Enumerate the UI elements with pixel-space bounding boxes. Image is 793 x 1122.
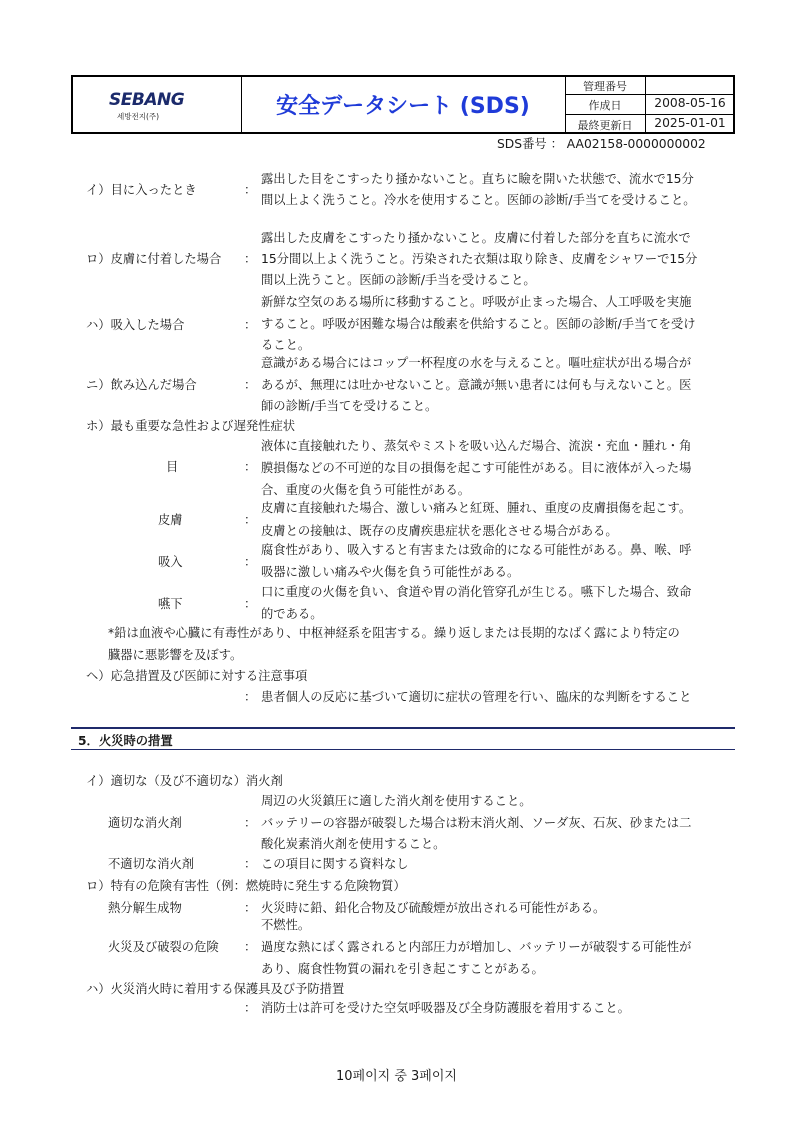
specific-hazards-heading: ロ）特有の危険有害性（例：燃焼時に発生する危険物質）	[86, 879, 406, 893]
created-date-value: 2008-05-16	[654, 96, 726, 110]
symptom-ingestion-text-1: 口に重度の火傷を負い、食道や胃の消化管穿孔が生じる。嚥下した場合、致命	[261, 585, 692, 599]
doctor-notes-label: ヘ）応急措置及び医師に対する注意事項	[86, 669, 308, 683]
ingestion-label: ニ）飲み込んだ場合	[86, 378, 197, 392]
colon: ：	[244, 513, 257, 527]
symptom-skin-label: 皮膚	[158, 513, 183, 527]
explosion-hazard-text-2: あり、腐食性物質の漏れを引き起こすことがある。	[261, 962, 544, 976]
inhalation-text-2: すること。呼吸が困難な場合は酸素を供給すること。医師の診断/手当てを受け	[261, 317, 696, 331]
colon: ：	[244, 857, 257, 871]
explosion-hazard-text-1: 過度な熱にばく露されると内部圧力が増加し、バッテリーが破裂する可能性が	[261, 940, 692, 954]
inhalation-label: ハ）吸入した場合	[86, 318, 185, 332]
colon: ：	[244, 183, 257, 197]
colon: ：	[244, 378, 257, 392]
colon: ：	[244, 940, 257, 954]
suitable-media-text-2: 酸化炭素消火剤を使用すること。	[261, 837, 446, 851]
protective-equipment-text: 消防士は許可を受けた空気呼吸器及び全身防護服を着用すること。	[261, 1001, 630, 1015]
suitable-media-text-1: バッテリーの容器が破裂した場合は粉末消火剤、ソーダ灰、石灰、砂または二	[261, 816, 692, 830]
symptom-eye-label: 目	[166, 460, 179, 474]
colon: ：	[244, 460, 257, 474]
unsuitable-media-label: 不適切な消火剤	[108, 857, 195, 871]
inhalation-text-3: ること。	[261, 338, 311, 352]
decomposition-text-2: 不燃性。	[261, 918, 311, 932]
protective-equipment-heading: ハ）火災消火時に着用する保護具及び予防措置	[86, 982, 345, 996]
page-number: 10페이지 중 3페이지	[336, 1069, 457, 1084]
symptom-skin-text-2: 皮膚との接触は、既存の皮膚疾患症状を悪化させる場合がある。	[261, 524, 618, 538]
sds-number: SDS番号 ： AA02158-0000000002	[497, 137, 706, 151]
symptom-ingestion-text-2: 的である。	[261, 607, 323, 621]
section-5-title: 5．火災時の措置	[78, 734, 173, 748]
company-logo: SEBANG	[109, 90, 185, 110]
suitable-media-label: 適切な消火剤	[108, 816, 182, 830]
doctor-notes-text: 患者個人の反応に基づいて適切に症状の管理を行い、臨床的な判断をすること	[261, 690, 692, 704]
skin-contact-label: ロ）皮膚に付着した場合	[86, 252, 222, 266]
eye-contact-label: イ）目に入ったとき	[86, 183, 197, 197]
colon: ：	[244, 252, 257, 266]
ingestion-text-3: 師の診断/手当てを受けること。	[261, 399, 438, 413]
section-divider-bottom	[71, 749, 735, 750]
ingestion-text-1: 意識がある場合にはコップ一杯程度の水を与えること。嘔吐症状が出る場合が	[261, 356, 692, 370]
updated-date-label: 最終更新日	[577, 119, 633, 132]
symptom-skin-text-1: 皮膚に直接触れた場合、激しい痛みと紅斑、腫れ、重度の皮膚損傷を起こす。	[261, 501, 692, 515]
skin-contact-text-1: 露出した皮膚をこすったり掻かないこと。皮膚に付着した部分を直ちに流水で	[261, 231, 691, 245]
colon: ：	[244, 816, 257, 830]
symptom-eye-text-3: 合、重度の火傷を負う可能性がある。	[261, 483, 471, 497]
extinguishing-media-intro: 周辺の火災鎮圧に適した消火剤を使用すること。	[261, 794, 532, 808]
symptom-inhalation-label: 吸入	[158, 555, 183, 569]
symptom-ingestion-label: 嚥下	[158, 597, 183, 611]
document-header	[71, 75, 735, 134]
decomposition-text-1: 火災時に鉛、鉛化合物及び硫酸煙が放出される可能性がある。	[261, 901, 606, 915]
colon: ：	[244, 555, 257, 569]
decomposition-label: 熱分解生成物	[108, 901, 182, 915]
symptom-inhalation-text-2: 吸器に激しい痛みや火傷を負う可能性がある。	[261, 565, 520, 579]
colon: ：	[244, 597, 257, 611]
explosion-hazard-label: 火災及び破裂の危険	[108, 940, 219, 954]
document-title: 安全データシート (SDS)	[276, 94, 530, 119]
extinguishing-media-heading: イ）適切な（及び不適切な）消火剤	[86, 774, 283, 788]
symptom-eye-text-2: 膜損傷などの不可逆的な目の損傷を起こす可能性がある。目に液体が入った場	[261, 461, 692, 475]
lead-note-1: *鉛は血液や心臓に有毒性があり、中枢神経系を阻害する。繰り返しまたは長期的なばく露により特定の	[108, 626, 680, 640]
mgmt-number-label: 管理番号	[583, 80, 627, 93]
lead-note-2: 臓器に悪影響を及ぼす。	[108, 648, 243, 662]
colon: ：	[244, 1001, 257, 1015]
unsuitable-media-text: この項目に関する資料なし	[261, 857, 409, 871]
updated-date-value: 2025-01-01	[654, 116, 726, 130]
eye-contact-text-2: 間以上よく洗うこと。冷水を使用すること。医師の診断/手当てを受けること。	[261, 193, 696, 207]
colon: ：	[244, 901, 257, 915]
created-date-label: 作成日	[588, 99, 622, 112]
eye-contact-text-1: 露出した目をこすったり掻かないこと。直ちに瞼を開いた状態で、流水で15分	[261, 172, 694, 186]
company-name: 세방전지(주)	[117, 112, 160, 121]
colon: ：	[244, 318, 257, 332]
skin-contact-text-2: 15分間以上よく洗うこと。汚染された衣類は取り除き、皮膚をシャワーで15分	[261, 252, 698, 266]
colon: ：	[244, 690, 257, 704]
symptom-inhalation-text-1: 腐食性があり、吸入すると有害または致命的になる可能性がある。鼻、喉、呼	[261, 543, 692, 557]
symptom-eye-text-1: 液体に直接触れたり、蒸気やミストを吸い込んだ場合、流涙・充血・腫れ・角	[261, 439, 692, 453]
symptoms-heading: ホ）最も重要な急性および遅発性症状	[86, 419, 296, 433]
skin-contact-text-3: 間以上洗うこと。医師の診断/手当を受けること。	[261, 273, 536, 287]
inhalation-text-1: 新鮮な空気のある場所に移動すること。呼吸が止まった場合、人工呼吸を実施	[261, 295, 692, 309]
section-divider-top	[71, 727, 735, 729]
ingestion-text-2: あるが、無理には吐かせないこと。意識が無い患者には何も与えないこと。医	[261, 378, 692, 392]
